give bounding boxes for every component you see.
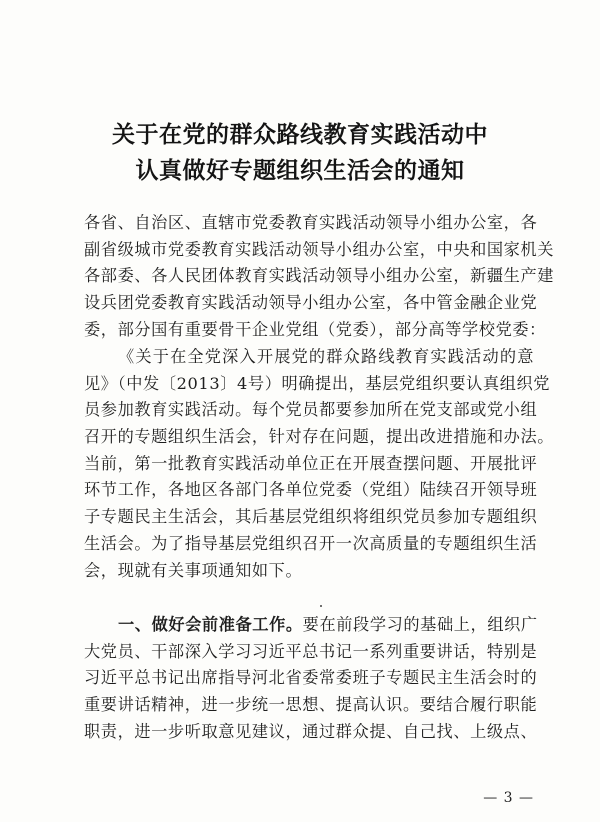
section-line: 习近平总书记出席指导河北省委常委班子专题民主生活会时的 <box>84 668 538 688</box>
section-1-heading: 一、做好会前准备工作。 <box>118 615 303 634</box>
paragraph-line: 当前，第一批教育实践活动单位正在开展查摆问题、开展批评 <box>84 453 538 473</box>
section-line: 职责，进一步听取意见建议，通过群众提、自己找、上级点、 <box>84 721 538 741</box>
page-number: — 3 — <box>483 790 534 806</box>
salutation <box>84 210 555 343</box>
document-title-line-1: 关于在党的群众路线教育实践活动中 <box>112 121 488 148</box>
paragraph-line: 会，现就有关事项通知如下。 <box>84 560 303 580</box>
salutation-line: 各省、自治区、直辖市党委教育实践活动领导小组办公室，各 <box>84 213 538 232</box>
paragraph-line: 见》（中发〔2013〕4号）明确提出，基层党组织要认真组织党 <box>84 373 551 393</box>
scan-speck <box>320 605 322 607</box>
salutation-line: 委，部分国有重要骨干企业党组（党委），部分高等学校党委： <box>84 319 546 339</box>
salutation-line: 副省级城市党委教育实践活动领导小组办公室，中央和国家机关 <box>84 239 555 259</box>
document-title-line-2: 认真做好专题组织生活会的通知 <box>135 157 465 184</box>
paragraph-line: 子专题民主生活会，其后基层党组织将组织党员参加专题组织 <box>84 507 538 527</box>
salutation-line: 各部委、各人民团体教育实践活动领导小组办公室，新疆生产建 <box>84 266 555 286</box>
paragraph-line: 员参加教育实践活动。每个党员都要参加所在党支部或党小组 <box>84 400 538 420</box>
section-line: 重要讲话精神，进一步统一思想、提高认识。要结合履行职能 <box>84 695 538 715</box>
paragraph-1 <box>84 344 555 584</box>
section-1-first-line <box>84 612 538 639</box>
section-1 <box>84 612 538 745</box>
paragraph-line: 召开的专题组织生活会，针对存在问题，提出改进措施和办法。 <box>84 427 555 447</box>
paragraph-line: 生活会。为了指导基层党组织召开一次高质量的专题组织生活 <box>84 533 538 553</box>
paragraph-line: 《关于在全党深入开展党的群众路线教育实践活动的意 <box>118 347 534 366</box>
salutation-line: 设兵团党委教育实践活动领导小组办公室，各中管金融企业党 <box>84 293 538 313</box>
section-line: 大党员、干部深入学习习近平总书记一系列重要讲话，特别是 <box>84 641 538 661</box>
paragraph-line: 环节工作，各地区各部门各单位党委（党组）陆续召开领导班 <box>84 480 538 500</box>
section-1-first-line-text: 要在前段学习的基础上，组织广 <box>302 615 538 634</box>
